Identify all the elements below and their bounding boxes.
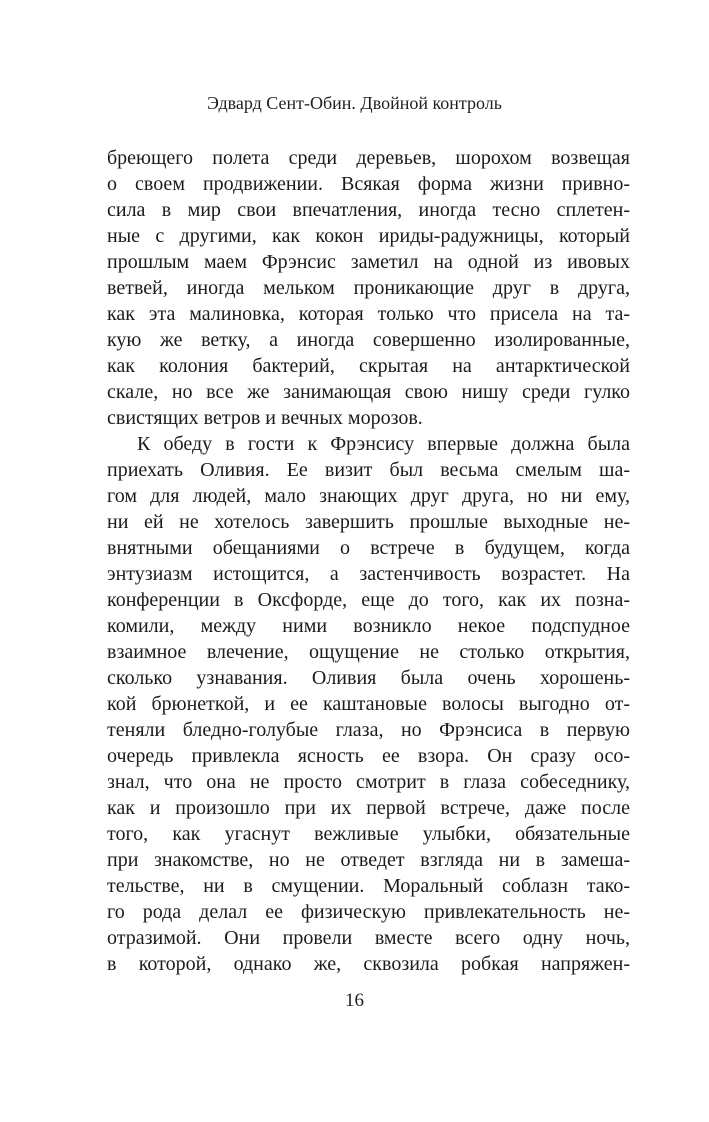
text-line-paragraph-start: К обеду в гости к Фрэнсису впервые должна была [137,433,630,455]
text-line: внятными обещаниями о встрече в будущем, когда [107,537,630,559]
text-line: приехать Оливия. Ее визит был весьма смелым ша- [107,459,630,481]
text-line: сколько узнавания. Оливия была очень хорошень- [107,667,630,689]
text-line: скале, но все же занимающая свою нишу среди гулко [107,381,630,403]
text-line: взаимное влечение, ощущение не столько открытия, [107,641,630,663]
text-line-paragraph-end: свистящих ветров и вечных морозов. [107,407,423,429]
text-line: ные с другими, как кокон ириды-радужницы, который [107,225,630,247]
text-line: того, как угаснут вежливые улыбки, обязательные [107,823,630,845]
text-line: прошлым маем Фрэнсис заметил на одной из ивовых [107,251,630,273]
text-line: комили, между ними возникло некое подспудное [107,615,630,637]
text-line: очередь привлекла ясность ее взора. Он сразу осо- [107,745,630,767]
text-line: как эта малиновка, которая только что присела на та- [107,303,630,325]
text-line: тельстве, ни в смущении. Моральный соблазн тако- [107,875,630,897]
text-line: ни ей не хотелось завершить прошлые выходные не- [107,511,630,533]
text-line: при знакомстве, но не отведет взгляда ни в замеша- [107,849,630,871]
text-line: как колония бактерий, скрытая на антарктической [107,355,630,377]
text-line: бреющего полета среди деревьев, шорохом возвещая [107,147,630,169]
running-head: Эдвард Сент-Обин. Двойной контроль [207,93,502,113]
text-line: в которой, однако же, сквозила робкая напряжен- [107,953,630,975]
text-line: энтузиазм истощится, а застенчивость возрастет. На [107,563,630,585]
text-line: кой брюнеткой, и ее каштановые волосы выгодно от- [107,693,630,715]
text-line: знал, что она не просто смотрит в глаза собеседнику, [107,771,630,793]
body-text [107,145,630,977]
page-number: 16 [345,990,364,1011]
text-line: конференции в Оксфорде, еще до того, как их позна- [107,589,630,611]
text-line: гом для людей, мало знающих друг друга, но ни ему, [107,485,630,507]
text-line: о своем продвижении. Всякая форма жизни привно- [107,173,630,195]
text-line: теняли бледно-голубые глаза, но Фрэнсиса в первую [107,719,630,741]
text-line: го рода делал ее физическую привлекательность не- [107,901,630,923]
text-line: ветвей, иногда мельком проникающие друг в друга, [107,277,630,299]
text-line: отразимой. Они провели вместе всего одну ночь, [107,927,630,949]
text-line: как и произошло при их первой встрече, даже после [107,797,630,819]
text-line: кую же ветку, а иногда совершенно изолированные, [107,329,630,351]
text-line: сила в мир свои впечатления, иногда тесно сплетен- [107,199,630,221]
